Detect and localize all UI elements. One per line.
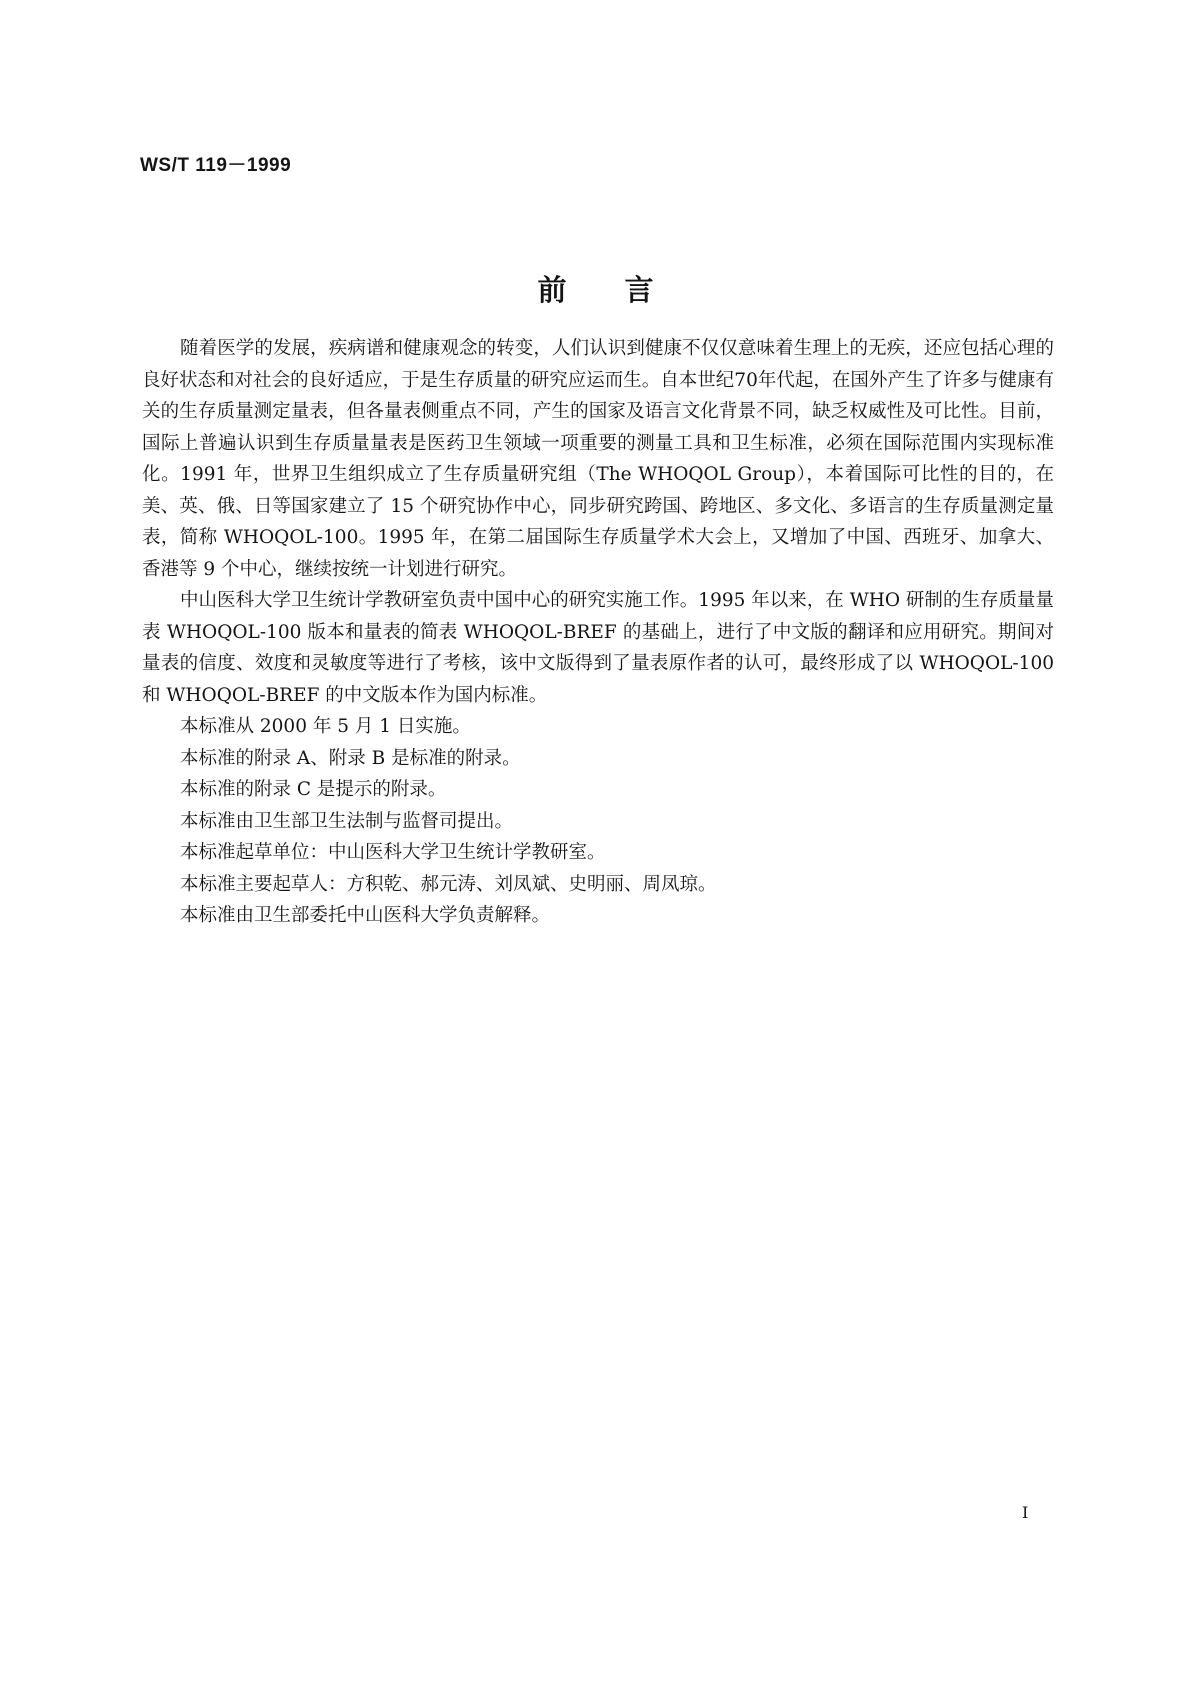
paragraph-background: 随着医学的发展，疾病谱和健康观念的转变，人们认识到健康不仅仅意味着生理上的无疾，还应包括心理的良好状态和对社会的良好适应，于是生存质量的研究应运而生。自本世纪70年代起，在国外产生了许多与健康有关的生存质量测定量表，但各量表侧重点不同，产生的国家及语言文化背景不同，缺乏权威性及可比性。目前，国际上普遍认识到生存质量量表是医药卫生领域一项重要的测量工具和卫生标准，必须在国际范围内实现标准化。1991 年，世界卫生组织成立了生存质量研究组（The WHOQOL Group），本着国际可比性的目的，在美、英、俄、日等国家建立了 15 个研究协作中心，同步研究跨国、跨地区、多文化、多语言的生存质量测定量表，简称 WHOQOL-100。1995 年，在第二届国际生存质量学术大会上，又增加了中国、西班牙、加拿大、香港等 9 个中心，继续按统一计划进行研究。 bbox=[142, 338, 1054, 580]
paragraph-drafting-unit: 本标准起草单位：中山医科大学卫生统计学教研室。 bbox=[180, 842, 606, 863]
paragraph-interpretation: 本标准由卫生部委托中山医科大学负责解释。 bbox=[180, 905, 551, 926]
paragraph-chinese-center: 中山医科大学卫生统计学教研室负责中国中心的研究实施工作。1995 年以来，在 WHO 研制的生存质量量表 WHOQOL-100 版本和量表的简表 WHOQOL-BREF 的基础上，进行了中文版的翻译和应用研究。期间对量表的信度、效度和灵敏度等进行了考核，该中文版得到了量表原作者的认可，最终形成了以 WHOQOL-100 和 WHOQOL-BREF 的中文版本作为国内标准。 bbox=[142, 590, 1054, 706]
standard-code: WS/T 119－1999 bbox=[140, 155, 292, 176]
paragraph-main-drafters: 本标准主要起草人：方积乾、郝元涛、刘凤斌、史明丽、周凤琼。 bbox=[180, 873, 717, 895]
paragraph-normative-annexes: 本标准的附录 A、附录 B 是标准的附录。 bbox=[180, 747, 521, 769]
page-number: I bbox=[1022, 1503, 1029, 1522]
paragraph-effective-date: 本标准从 2000 年 5 月 1 日实施。 bbox=[180, 716, 471, 737]
paragraph-proposed-by: 本标准由卫生部卫生法制与监督司提出。 bbox=[180, 810, 514, 832]
paragraph-informative-annex: 本标准的附录 C 是提示的附录。 bbox=[180, 779, 447, 800]
page-title: 前言 bbox=[537, 273, 712, 307]
foreword-body bbox=[142, 333, 1054, 932]
